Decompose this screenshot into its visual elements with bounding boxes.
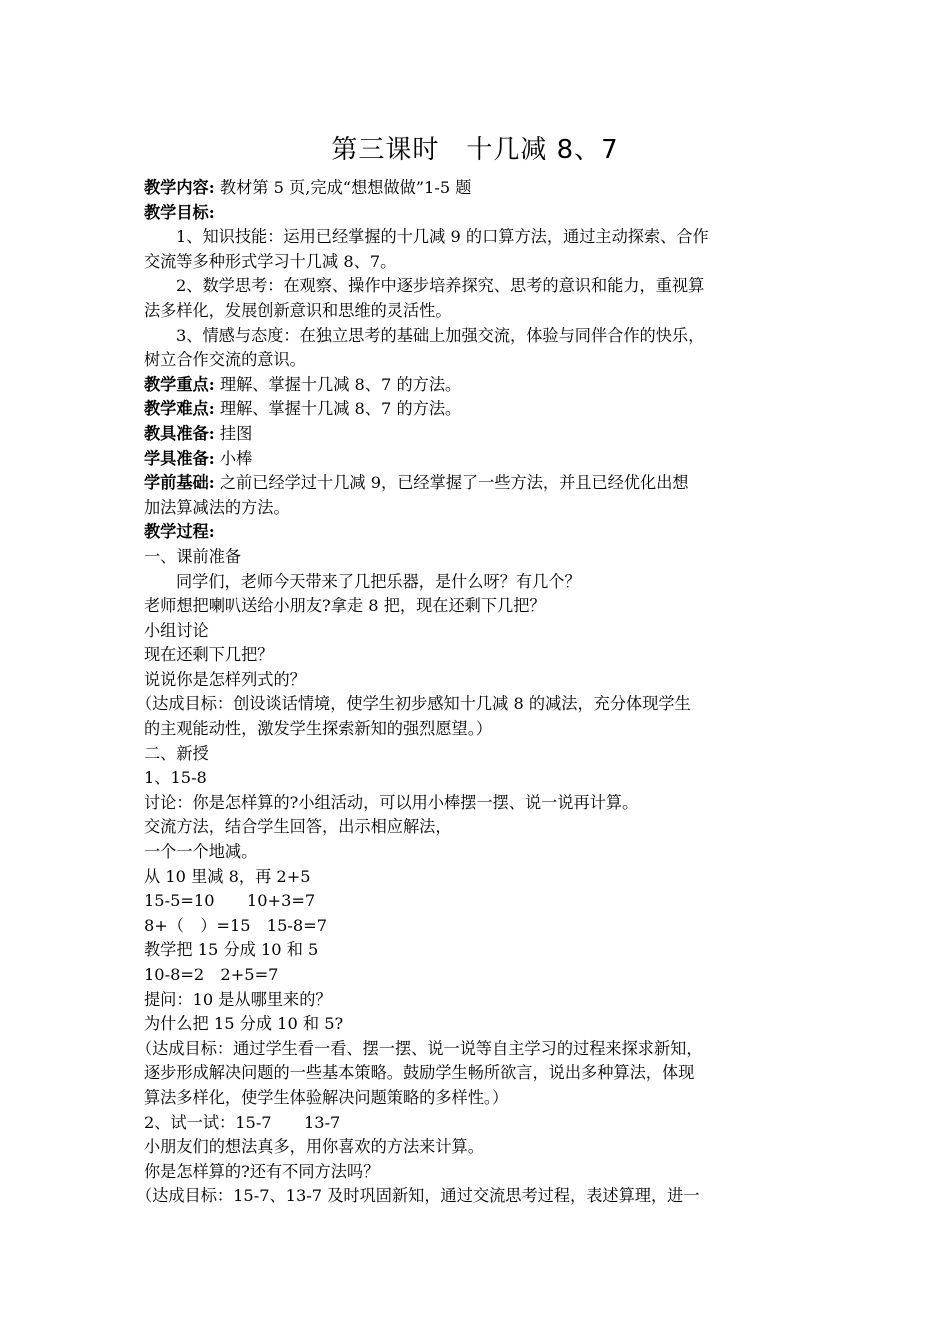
process-line: （达成目标：通过学生看一看、摆一摆、说一说等自主学习的过程来探求新知， (136, 1038, 703, 1058)
goal-line: 2、数学思考：在观察、操作中逐步培养探究、思考的意识和能力，重视算 (176, 276, 705, 296)
field-label: 教学过程: (144, 522, 215, 542)
lesson-title: 第三课时 十几减 8、7 (331, 135, 619, 165)
student-tools (144, 447, 820, 472)
field-label: 教学目标: (144, 202, 215, 222)
field-value: 小棒 (219, 448, 253, 468)
process-line: 小组讨论 (144, 620, 209, 640)
process-line: 教学把 15 分成 10 和 5 (144, 940, 319, 960)
field-value: 理解、掌握十几减 8、7 的方法。 (219, 399, 462, 419)
process-line: 讨论：你是怎样算的?小组活动，可以用小棒摆一摆、说一说再计算。 (144, 792, 639, 812)
field-label: 教学难点: (144, 399, 215, 419)
key-point (144, 373, 820, 398)
process-line: 说说你是怎样列式的？ (144, 669, 306, 689)
goal-line: 3、情感与态度：在独立思考的基础上加强交流，体验与同伴合作的快乐， (176, 325, 705, 345)
process-line: 从 10 里减 8，再 2+5 (144, 866, 311, 886)
teacher-tools (144, 422, 820, 447)
process-line: 一、课前准备 (144, 546, 242, 566)
process-line: 提问：10 是从哪里来的？ (144, 989, 332, 1009)
prior-knowledge-cont: 加法算减法的方法。 (144, 497, 290, 517)
process-line: 2、试一试：15-7 13-7 (144, 1112, 341, 1132)
process-line: 8+（ ）=15 15-8=7 (144, 915, 328, 935)
teaching-content (144, 176, 820, 201)
process-line: 同学们，老师今天带来了几把乐器，是什么呀？有几个？ (176, 571, 581, 591)
process-line: 逐步形成解决问题的一些基本策略。鼓励学生畅所欲言，说出多种算法，体现 (144, 1063, 695, 1083)
process-line: 小朋友们的想法真多，用你喜欢的方法来计算。 (144, 1137, 484, 1157)
field-value: 教材第 5 页,完成“想想做做”1-5 题 (219, 178, 472, 197)
process-line: 二、新授 (144, 743, 209, 763)
goal-line: 交流等多种形式学习十几减 8、7。 (144, 251, 397, 271)
field-value: 之前已经学过十几减 9，已经掌握了一些方法，并且已经优化出想 (219, 473, 689, 493)
process-line: 交流方法，结合学生回答，出示相应解法， (144, 817, 452, 837)
process-line: 现在还剩下几把？ (144, 645, 274, 665)
teaching-process-heading (144, 520, 820, 545)
process-line: 老师想把喇叭送给小朋友?拿走 8 把，现在还剩下几把？ (144, 596, 546, 616)
goal-line: 树立合作交流的意识。 (144, 350, 306, 370)
teaching-goals-heading (144, 201, 820, 226)
process-line: 15-5=10 10+3=7 (144, 891, 316, 911)
difficulty (144, 397, 820, 422)
goal-line: 1、知识技能：运用已经掌握的十几减 9 的口算方法，通过主动探索、合作 (176, 227, 709, 247)
process-line: 你是怎样算的?还有不同方法吗？ (144, 1161, 380, 1181)
process-line: （达成目标：创设谈话情境，使学生初步感知十几减 8 的减法，充分体现学生 (136, 694, 691, 714)
lesson-body (136, 176, 820, 1209)
field-label: 教具准备: (144, 423, 215, 443)
field-value: 挂图 (219, 423, 253, 443)
field-label: 教学内容: (144, 178, 215, 197)
field-label: 学具准备: (144, 448, 215, 468)
process-line: 为什么把 15 分成 10 和 5? (144, 1014, 344, 1034)
prior-knowledge (144, 471, 820, 496)
process-line: 10-8=2 2+5=7 (144, 965, 279, 984)
process-line: 的主观能动性，激发学生探索新知的强烈愿望。） (144, 719, 493, 739)
process-line: 1、15-8 (144, 768, 207, 788)
process-line: （达成目标：15-7、13-7 及时巩固新知，通过交流思考过程，表述算理，进一 (136, 1186, 700, 1206)
field-value: 理解、掌握十几减 8、7 的方法。 (219, 374, 462, 394)
field-label: 教学重点: (144, 374, 215, 394)
process-line: 算法多样化，使学生体验解决问题策略的多样性。） (144, 1087, 509, 1107)
field-label: 学前基础: (144, 473, 215, 493)
goal-line: 法多样化，发展创新意识和思维的灵活性。 (144, 300, 452, 320)
process-line: 一个一个地减。 (144, 842, 258, 862)
